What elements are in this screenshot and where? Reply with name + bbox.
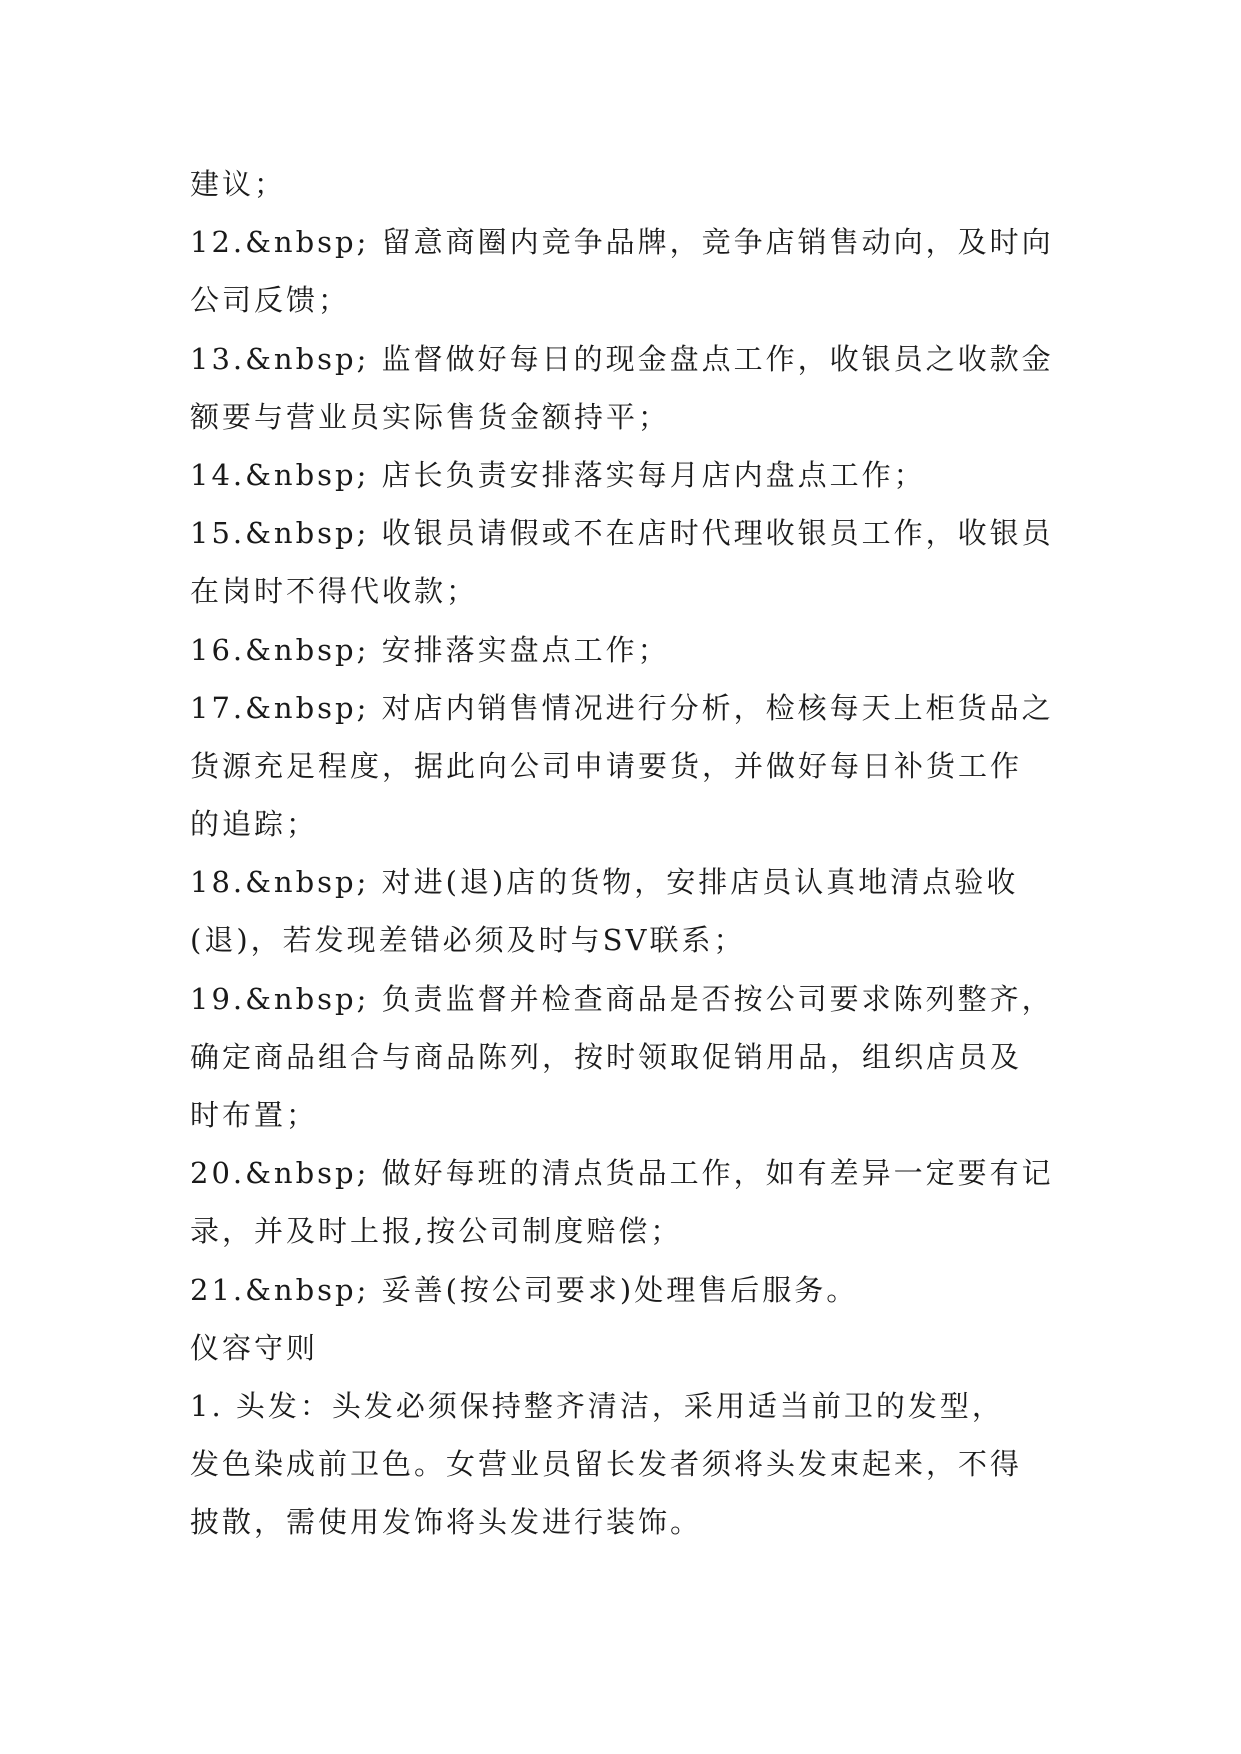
text-line: 额要与营业员实际售货金额持平； [190,399,671,434]
text-line: 披散，需使用发饰将头发进行装饰。 [190,1505,703,1540]
text-line: 时布置； [190,1098,319,1132]
text-line: 13.&nbsp; 监督做好每日的现金盘点工作，收银员之收款金 [190,341,1054,376]
text-line: 14.&nbsp; 店长负责安排落实每月店内盘点工作； [190,457,926,492]
text-line: 货源充足程度，据此向公司申请要货，并做好每日补货工作 [190,748,1023,783]
text-line: 公司反馈； [190,283,351,318]
text-line: 录，并及时上报,按公司制度赔偿； [190,1214,683,1249]
section-heading: 仪容守则 [190,1330,319,1365]
text-line: 发色染成前卫色。女营业员留长发者须将头发束起来，不得 [190,1447,1023,1482]
text-line: 建议； [190,167,287,201]
text-line: 19.&nbsp; 负责监督并检查商品是否按公司要求陈列整齐， [190,981,1054,1016]
text-line: 确定商品组合与商品陈列，按时领取促销用品，组织店员及 [190,1039,1023,1074]
text-line: 21.&nbsp; 妥善(按公司要求)处理售后服务。 [190,1272,859,1307]
text-line: (退)，若发现差错必须及时与SV联系； [190,923,746,958]
text-line: 16.&nbsp; 安排落实盘点工作； [190,632,670,667]
text-line: 在岗时不得代收款； [190,574,479,609]
text-line: 15.&nbsp; 收银员请假或不在店时代理收银员工作，收银员 [190,516,1054,551]
document-body [190,155,1070,1552]
text-line: 18.&nbsp; 对进(退)店的货物，安排店员认真地清点验收 [190,865,1019,900]
text-line: 20.&nbsp; 做好每班的清点货品工作，如有差异一定要有记 [190,1156,1054,1191]
text-line: 12.&nbsp; 留意商圈内竞争品牌，竞争店销售动向，及时向 [190,225,1054,260]
text-line: 1. 头发：头发必须保持整齐清洁，采用适当前卫的发型， [190,1388,1004,1423]
text-line: 的追踪； [190,807,319,842]
text-line: 17.&nbsp; 对店内销售情况进行分析，检核每天上柜货品之 [190,690,1054,725]
